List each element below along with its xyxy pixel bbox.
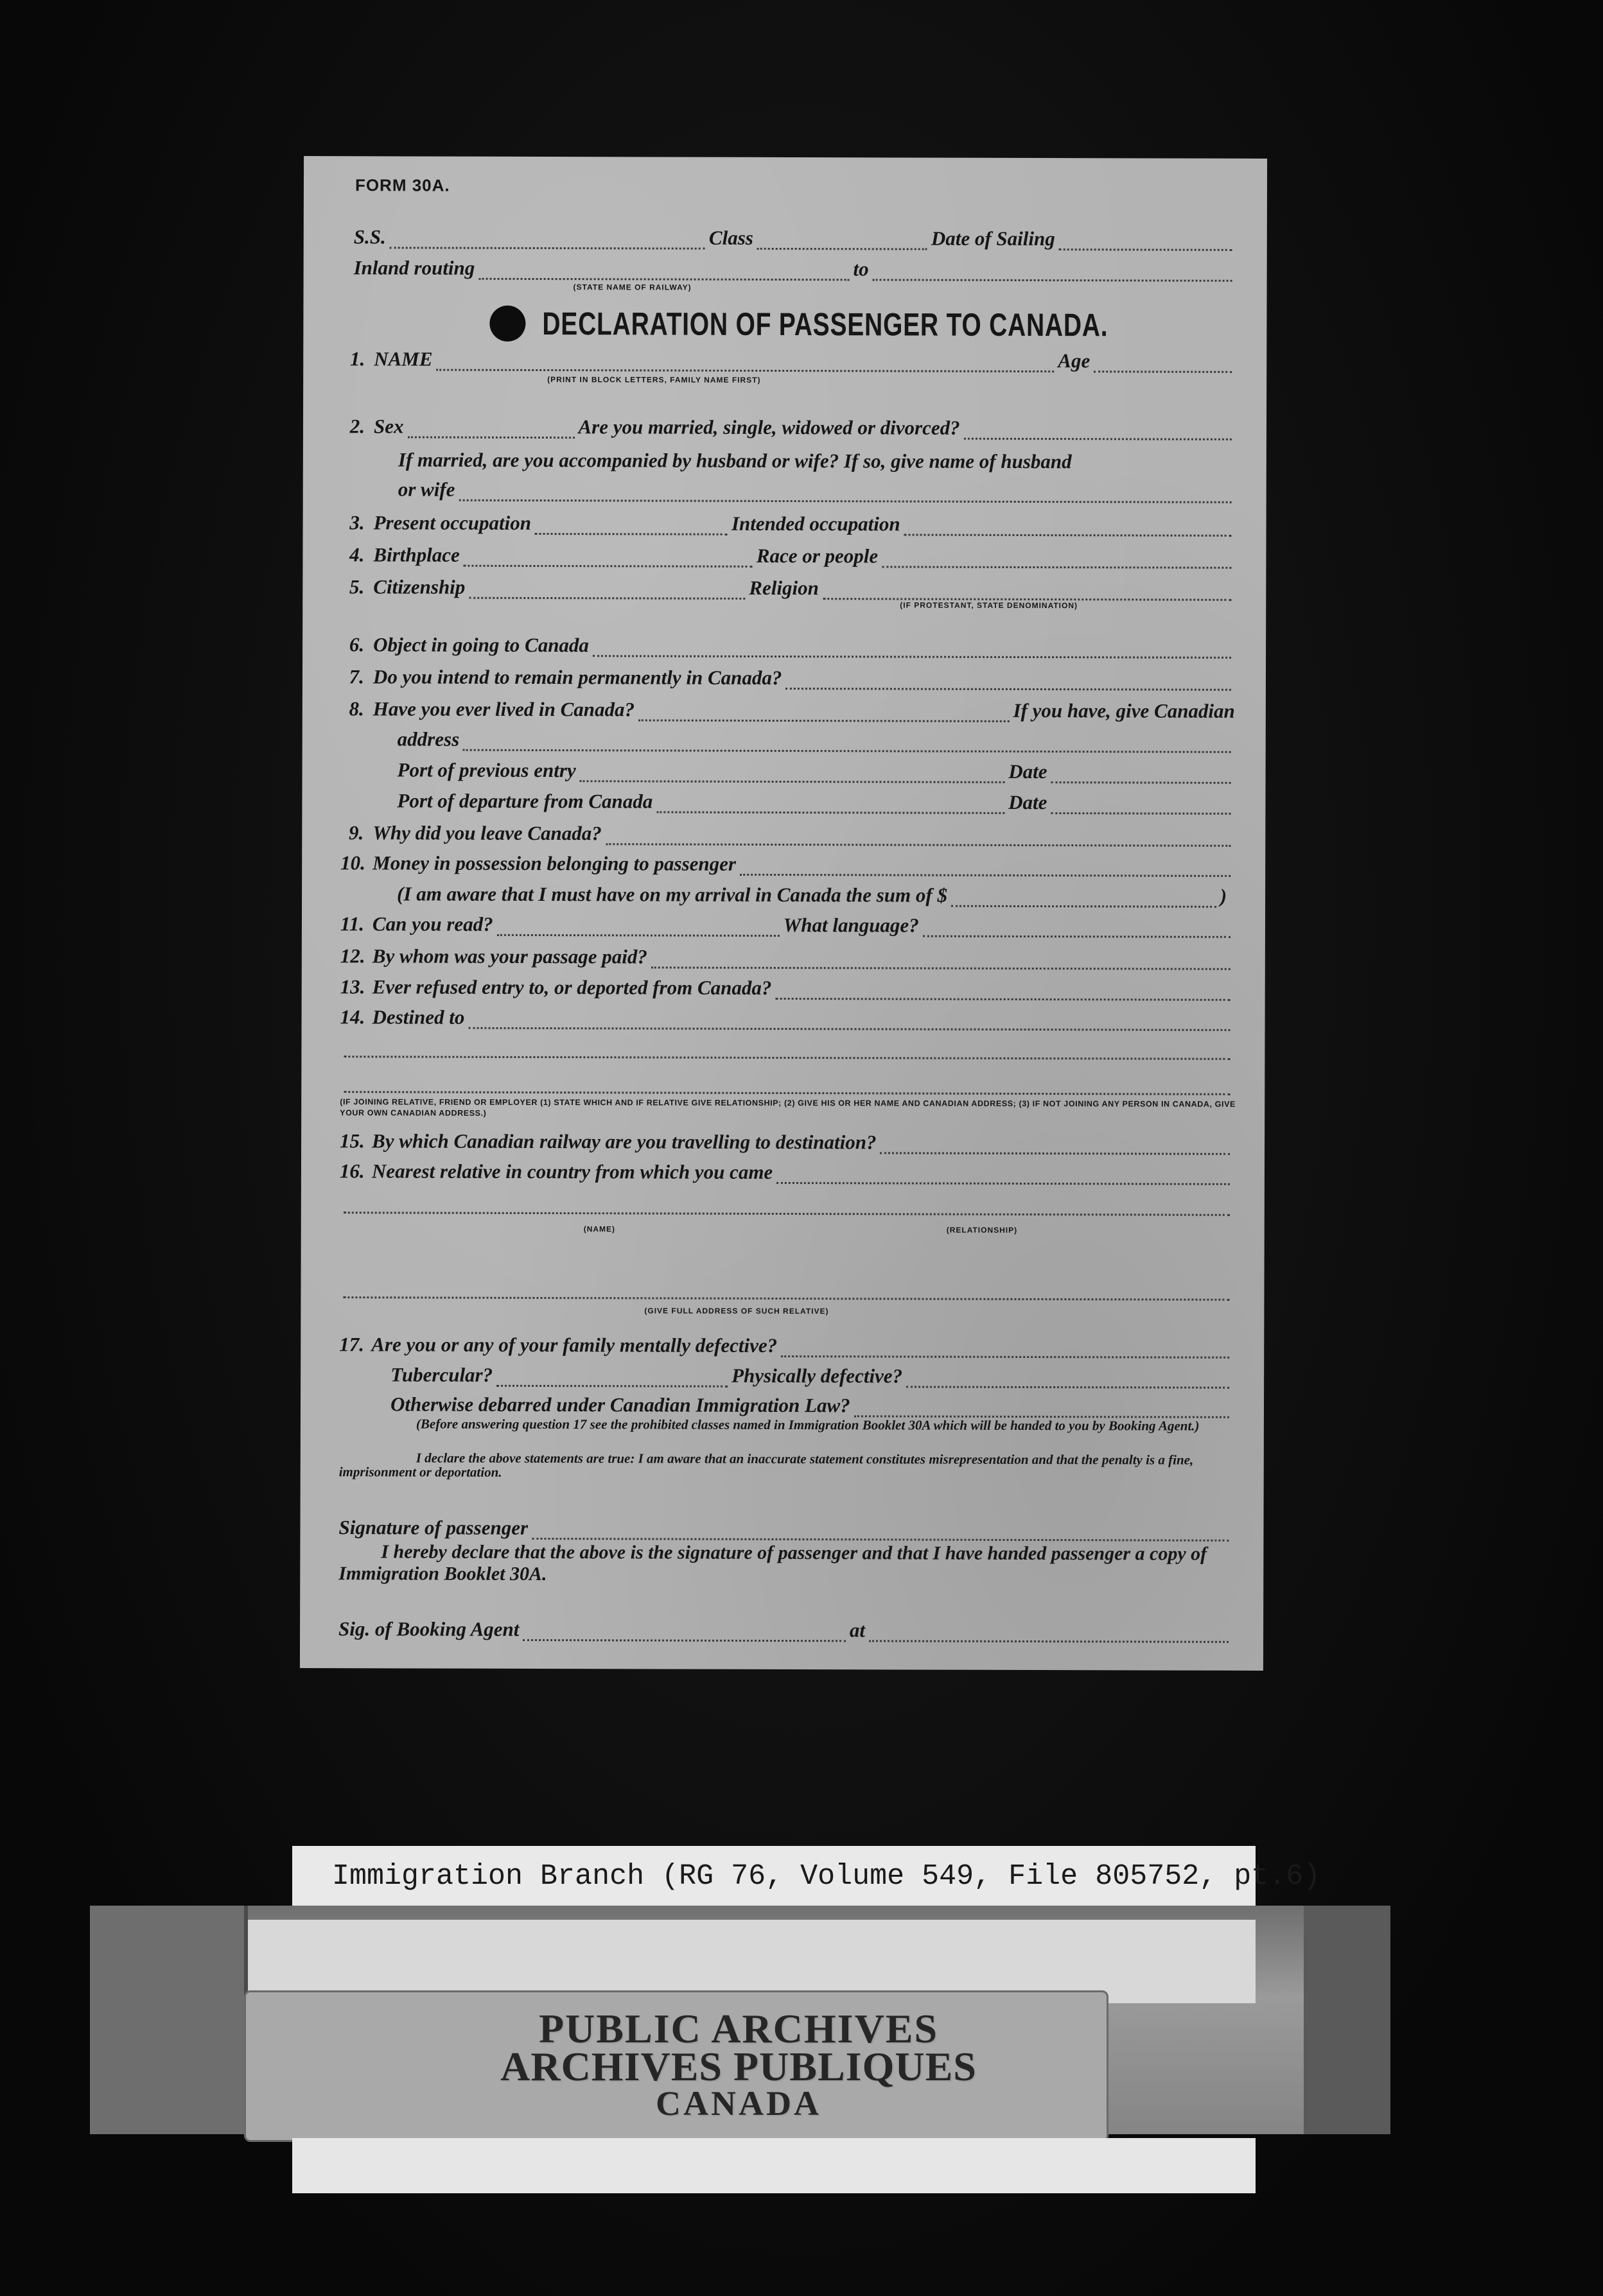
passage-paid-field [651, 947, 1231, 970]
can-read-field [497, 915, 780, 937]
money-field [740, 855, 1231, 877]
name-label: NAME [374, 347, 433, 370]
money-label: Money in possession belonging to passenger [372, 851, 737, 875]
why-leave-label: Why did you leave Canada? [372, 821, 602, 845]
physically-defective-label: Physically defective? [731, 1364, 903, 1387]
race-label: Race or people [756, 544, 879, 568]
port-previous-entry-label: Port of previous entry [397, 758, 576, 782]
title-row [489, 301, 1268, 348]
q2-number: 2. [349, 415, 365, 438]
q10-row [340, 846, 1234, 877]
or-wife-label: or wife [398, 478, 455, 501]
q14-extra-line-1 [340, 1029, 1234, 1060]
q5-number: 5. [349, 575, 365, 598]
q6-row [341, 628, 1235, 659]
inland-routing-row [354, 251, 1236, 282]
money-aware-label: (I am aware that I must have on my arrival in Canada the sum of $ [397, 882, 948, 907]
bottom-strip [292, 2138, 1256, 2193]
inland-routing-label: Inland routing [353, 256, 475, 279]
relative-address-field [343, 1277, 1229, 1301]
railway-label: By which Canadian railway are you travelling to destination? [372, 1129, 877, 1154]
bullet-icon [489, 306, 525, 342]
date-label-1: Date [1008, 760, 1047, 783]
q5-row [341, 570, 1235, 601]
passage-paid-label: By whom was your passage paid? [372, 944, 647, 968]
q12-row [340, 939, 1234, 970]
refused-entry-label: Ever refused entry to, or deported from Canada? [372, 975, 772, 999]
object-label: Object in going to Canada [373, 633, 590, 657]
q17-other-row [390, 1387, 1233, 1418]
birthplace-field [464, 546, 753, 568]
q4-row [341, 538, 1235, 569]
archive-reference: Immigration Branch (RG 76, Volume 549, File 805752, pt.6) [332, 1860, 1321, 1893]
q16-row [340, 1154, 1234, 1185]
tubercular-label: Tubercular? [390, 1363, 493, 1386]
intended-occupation-field [904, 514, 1232, 536]
q13-number: 13. [340, 975, 365, 998]
q13-row [340, 970, 1234, 1001]
form-number: FORM 30A. [355, 175, 450, 195]
form-title: DECLARATION OF PASSENGER TO CANADA. [542, 306, 1108, 344]
booking-agent-row [338, 1612, 1232, 1643]
remain-permanently-field [785, 668, 1231, 691]
relationship-hint: (RELATIONSHIP) [946, 1225, 1018, 1235]
stamp-line-3: CANADA [656, 2084, 821, 2123]
address-field [463, 730, 1231, 753]
otherwise-debarred-label: Otherwise debarred under Canadian Immigration Law? [390, 1393, 850, 1417]
ss-field [390, 227, 705, 249]
stamp-line-2: ARCHIVES PUBLIQUES [500, 2044, 977, 2089]
q17-row [339, 1328, 1233, 1359]
nearest-relative-label: Nearest relative in country from which you came [371, 1160, 773, 1183]
q10-number: 10. [340, 851, 365, 874]
q8-port-prev-row [398, 753, 1235, 783]
public-archives-stamp [450, 2006, 1028, 2123]
stamp-line-1: PUBLIC ARCHIVES [538, 2006, 939, 2051]
sailing-row [354, 220, 1236, 251]
destined-field-2 [344, 1036, 1230, 1060]
required-sum-field [951, 886, 1216, 908]
q15-row [340, 1124, 1234, 1155]
mentally-defective-field [781, 1336, 1229, 1359]
q17-number: 17. [339, 1333, 365, 1356]
nearest-relative-field [776, 1163, 1230, 1185]
q6-number: 6. [349, 633, 365, 656]
q1-row [342, 342, 1236, 373]
port-departure-label: Port of departure from Canada [397, 789, 653, 813]
railway-hint: (STATE NAME OF RAILWAY) [573, 283, 692, 292]
destined-field-3 [344, 1072, 1230, 1095]
relative-name-field [344, 1192, 1230, 1216]
signature-label: Signature of passenger [338, 1516, 529, 1539]
spouse-name-field [459, 480, 1231, 503]
why-leave-field [606, 824, 1231, 847]
age-field [1094, 351, 1232, 373]
q1-number: 1. [349, 347, 365, 370]
physically-defective-field [906, 1367, 1229, 1389]
q11-row [340, 907, 1234, 938]
citizenship-field [469, 578, 745, 600]
remain-permanently-label: Do you intend to remain permanently in Canada? [372, 665, 782, 689]
address-hint: (GIVE FULL ADDRESS OF SUCH RELATIVE) [644, 1306, 829, 1316]
present-occupation-field [535, 514, 728, 535]
married-accompanied-label: If married, are you accompanied by husband or wife? If so, give name of husband [398, 448, 1072, 473]
q16-name-line [340, 1185, 1234, 1216]
name-field [437, 350, 1055, 373]
q11-number: 11. [340, 912, 365, 935]
q9-row [340, 816, 1234, 847]
language-label: What language? [783, 913, 919, 937]
inland-routing-field [478, 259, 849, 281]
refused-entry-field [775, 978, 1230, 1001]
q14-row [340, 1000, 1234, 1031]
lived-in-canada-label: Have you ever lived in Canada? [372, 697, 635, 721]
otherwise-debarred-field [854, 1396, 1229, 1418]
date-field-1 [1051, 762, 1231, 784]
agent-declaration: I hereby declare that the above is the signature of passenger and that I have handed passenger a copy of Immigration Booklet 30A. [338, 1541, 1207, 1585]
q8-port-dep-row [397, 784, 1234, 814]
q7-row [341, 660, 1235, 691]
close-paren: ) [1220, 884, 1227, 907]
present-occupation-label: Present occupation [373, 511, 532, 534]
q15-number: 15. [340, 1129, 365, 1152]
citizenship-label: Citizenship [373, 575, 466, 598]
religion-field [823, 578, 1232, 601]
destined-note: (IF JOINING RELATIVE, FRIEND OR EMPLOYER (1) STATE WHICH AND IF RELATIVE GIVE RELATIONSHIP; (2) GIVE HIS OR HER NAME AND CANADIAN ADDRESS; (3) IF NOT JOINING ANY PERSON IN CANADA, GIVE YOUR OWN CANADIAN ADDRESS.) [340, 1097, 1236, 1118]
ss-label: S.S. [353, 225, 386, 248]
to-label: to [853, 257, 869, 281]
q3-row [342, 506, 1236, 537]
to-field [873, 259, 1232, 281]
sex-field [407, 417, 574, 439]
signature-field [532, 1518, 1229, 1542]
railway-field [880, 1133, 1230, 1154]
q8-number: 8. [349, 697, 364, 720]
q17-note: (Before answering question 17 see the prohibited classes named in Immigration Booklet 30A which will be handed to you by Booking Agent.) [416, 1416, 1200, 1434]
q10-aware-row [397, 877, 1227, 907]
class-label: Class [708, 226, 753, 249]
q2-spouse-row [398, 473, 1236, 503]
lived-in-canada-field [638, 700, 1010, 722]
port-previous-entry-field [580, 761, 1005, 783]
name-hint: (PRINT IN BLOCK LETTERS, FAMILY NAME FIRST) [547, 375, 761, 385]
q7-number: 7. [349, 665, 365, 688]
date-of-sailing-label: Date of Sailing [931, 227, 1055, 250]
q17-tuber-row [390, 1358, 1233, 1388]
race-field [882, 546, 1231, 568]
date-of-sailing-field [1059, 229, 1232, 251]
at-field [869, 1621, 1229, 1642]
q3-number: 3. [349, 511, 365, 534]
mentally-defective-label: Are you or any of your family mentally defective? [371, 1333, 778, 1357]
marital-field [964, 419, 1232, 440]
q16-address-line [339, 1270, 1233, 1301]
if-you-have-label: If you have, give Canadian [1013, 699, 1235, 722]
can-read-label: Can you read? [372, 912, 493, 935]
language-field [923, 916, 1231, 938]
tubercular-field [496, 1366, 728, 1387]
q16-number: 16. [339, 1160, 365, 1183]
religion-label: Religion [749, 576, 819, 600]
date-label-2: Date [1008, 790, 1047, 814]
destined-label: Destined to [372, 1005, 465, 1029]
age-label: Age [1058, 349, 1091, 372]
band-left-edge [90, 1906, 248, 2134]
signature-row [338, 1511, 1232, 1542]
band-right-edge [1304, 1906, 1390, 2134]
intended-occupation-label: Intended occupation [731, 512, 900, 535]
q2-married-row [398, 443, 1236, 473]
religion-hint: (IF PROTESTANT, STATE DENOMINATION) [900, 600, 1078, 611]
q14-extra-line-2 [340, 1065, 1234, 1095]
destined-field [468, 1008, 1230, 1031]
q9-number: 9. [349, 821, 364, 844]
date-field-2 [1051, 793, 1231, 815]
sex-label: Sex [373, 415, 404, 438]
declaration-form [300, 156, 1267, 1671]
q4-number: 4. [349, 543, 365, 566]
declaration-note: I declare the above statements are true: I am aware that an inaccurate statement constitutes misrepresentation and that the penalty is a fine, imprisonment or deportation. [338, 1450, 1194, 1480]
at-label: at [849, 1619, 866, 1642]
q8-row [341, 692, 1235, 723]
q12-number: 12. [340, 944, 365, 968]
address-label: address [397, 727, 460, 751]
booking-agent-label: Sig. of Booking Agent [338, 1617, 520, 1640]
q14-number: 14. [340, 1005, 365, 1029]
port-departure-field [656, 792, 1004, 813]
object-field [593, 636, 1231, 659]
birthplace-label: Birthplace [373, 543, 460, 566]
booking-agent-field [523, 1620, 846, 1642]
name-hint-16: (NAME) [583, 1224, 616, 1234]
class-field [757, 229, 927, 250]
marital-label: Are you married, single, widowed or divorced? [578, 415, 960, 439]
q2-row [342, 410, 1236, 440]
q8-address-row [398, 722, 1235, 752]
